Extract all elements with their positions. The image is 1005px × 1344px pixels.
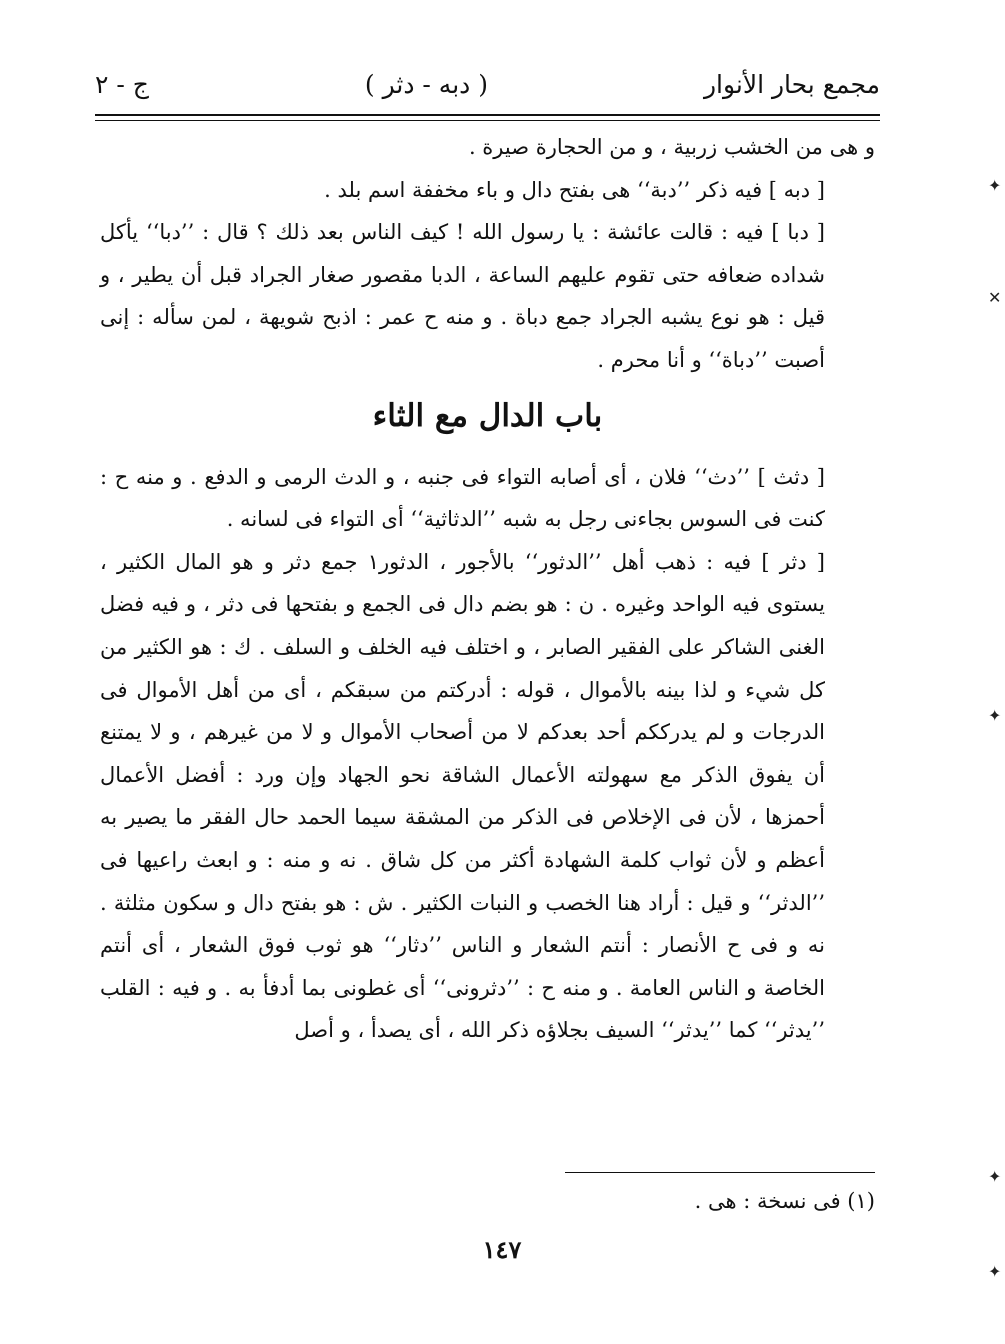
book-title: مجمع بحار الأنوار (703, 69, 880, 99)
page-header (95, 62, 880, 106)
header-rule-thin (95, 120, 880, 121)
volume-number: ج - ٢ (95, 69, 149, 99)
margin-mark: ✕ (988, 288, 1002, 307)
margin-mark: ✦ (988, 1262, 1002, 1281)
margin-mark: ✦ (988, 706, 1002, 725)
entry-dathth: [ دثث ] ’’دث‘‘ فلان ، أى أصابه التواء فى جنبه ، و الدث الرمى و الدفع . و منه ح : كنت فى السوس بجاءنى رجل به شبه ’’الدثاثية‘‘ أى التواء فى لسانه . (100, 464, 825, 532)
entry-dabh: [ دبه ] فيه ذكر ’’دبة‘‘ هى بفتح دال و باء مخففة اسم بلد . (324, 177, 825, 202)
main-text (100, 126, 875, 1052)
chapter-heading: باب الدال مع الثاء (372, 397, 603, 434)
entry-daba: [ دبا ] فيه : قالت عائشة : يا رسول الله ! كيف الناس بعد ذلك ؟ قال : ’’دبا‘‘ يأكل شداده ضعافه حتى تقوم عليهم الساعة ، الدبا مقصور صغار الجراد قبل أن يطير ، و قيل : هو نوع يشبه الجراد جمع دباة . و منه ح عمر : اذبح شويهة ، لمن سأله : إنى أصبت ’’دباة‘‘ و أنا محرم . (100, 220, 825, 372)
paragraph: و هى من الخشب زربية ، و من الحجارة صيرة . (468, 135, 875, 159)
section-title: ( دبه - دثر ) (364, 69, 488, 99)
page-number: ١٤٧ (482, 1235, 522, 1264)
footnote-rule (565, 1172, 875, 1173)
margin-mark: ✦ (988, 1167, 1002, 1186)
footnote: (١) فى نسخة : هى . (694, 1189, 875, 1213)
header-rule-thick (95, 114, 880, 116)
margin-mark: ✦ (988, 176, 1002, 195)
entry-dathar: [ دثر ] فيه : ذهب أهل ’’الدثور‘‘ بالأجور ، الدثور١ جمع دثر و هو المال الكثير ، يستوى فيه الواحد وغيره . ن : هو بضم دال فى الجمع و بفتحها فى دثر ، و فيه فضل الغنى الشاكر على الفقير الصابر ، و اختلف فيه الخلف و السلف . ك : هو الكثير من كل شيء و لذا بينه بالأموال ، قوله : أدركتم من سبقكم ، أى من أهل الأموال فى الدرجات و لم يدرككم أحد بعدكم لا من أصحاب الأموال و لا من غيرهم ، و لا يمتنع أن يفوق الذكر مع سهولته الأعمال الشاقة نحو الجهاد وإن ورد : أفضل الأعمال أحمزها ، لأن فى الإخلاص فى الذكر من المشقة سيما الحمد حال الفقر ما يصير به أعظم و لأن ثواب كلمة الشهادة أكثر من كل شاق . نه و منه : و ابعث راعيها فى ’’الدثر‘‘ و قيل : أراد هنا الخصب و النبات الكثير . ش : هو بفتح دال و سكون مثلثة . نه و فى ح الأنصار : أنتم الشعار و الناس ’’دثار‘‘ هو ثوب فوق الشعار ، أى أنتم الخاصة و الناس العامة . و منه ح : ’’دثرونى‘‘ أى غطونى بما أدفأ به . و فيه : القلب ’’يدثر‘‘ كما ’’يدثر‘‘ السيف بجلاؤه ذكر الله ، أى يصدأ ، و أصل (100, 549, 825, 1043)
